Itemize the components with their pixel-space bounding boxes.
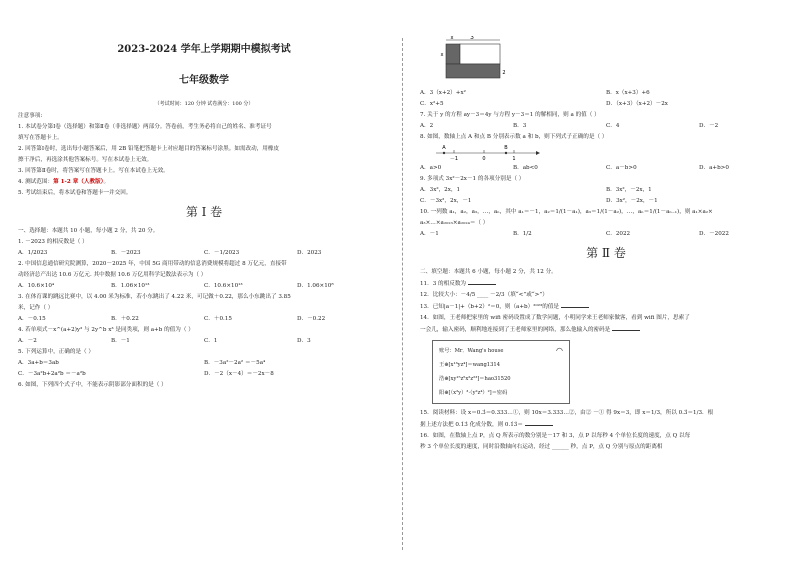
question-7: 7. 关于 y 的方程 ay－3＝4y 与方程 y－3＝1 的解相同，则 a 的值（ ） <box>420 112 600 118</box>
answer-blank[interactable] <box>561 301 589 308</box>
note-line: 1. 本试卷分第Ⅰ卷（选择题）和第Ⅱ卷（非选择题）两部分。答卷前，考生务必将自己的姓名、准考证号 <box>18 124 272 130</box>
option: A．－1 <box>420 231 439 237</box>
q2-options <box>18 281 390 292</box>
option: B．3x²，－2x，1 <box>606 187 652 193</box>
shaded-rect-top <box>460 44 500 64</box>
q8-options <box>420 163 792 174</box>
part1-instruction: 一、选择题：本题共 10 小题，每小题 2 分，共 20 分。 <box>18 228 159 234</box>
option: A．2 <box>420 123 434 129</box>
test-scope: 第 1-2 章（人教版） <box>53 179 104 185</box>
area-figure <box>438 36 508 88</box>
option: A．3a+b＝3ab <box>18 360 59 366</box>
exam-title: 2023-2024 学年上学期期中模拟考试 <box>117 44 291 55</box>
note-4-prefix: 4. 测试范围： <box>18 179 54 185</box>
note-4-suffix: 。 <box>103 179 110 185</box>
question-2: 2. 中国信息通信研究院测算，2020－2025 年，中国 5G 商用带动的信息消费规模将超过 8 万亿元，直接带 <box>18 261 287 267</box>
right-column <box>420 36 792 453</box>
question-14: 14．如图，王老师把家里的 wifi 密码设置成了数学问题，小明同学来王老师家做客，看到 wifi 图片，思索了 <box>420 315 690 321</box>
option: C．－3x²，2x，－1 <box>420 198 472 204</box>
wifi-clue-1: 王⊕[x¹³yz⁴]＝wang1314 <box>439 362 500 368</box>
option: B．1.06×10¹³ <box>111 283 150 289</box>
option: D．3x²，－2x，－1 <box>606 198 658 204</box>
note-line: 5. 考试结束后，将本试卷和答题卡一并交回。 <box>18 190 132 196</box>
note-line: 3. 回答第Ⅱ卷时，将答案写在答题卡上。写在本试卷上无效。 <box>18 168 169 174</box>
note-line-4 <box>18 177 390 188</box>
option: D．a+b>0 <box>699 165 729 171</box>
question-15: 15．阅读材料：设 x＝0.3̇＝0.333…①，则 10x＝3.333…②，由② －① 得 9x＝3，即 x＝1/3，所以 0.3̇＝1/3．根 <box>420 410 714 416</box>
option: B．x（x+3）+6 <box>606 90 650 96</box>
option: B．3 <box>513 123 527 129</box>
option: A．1/2023 <box>18 250 48 256</box>
option: A．3x²，2x，1 <box>420 187 461 193</box>
tick-1: 1 <box>512 156 516 162</box>
q9-options-row1 <box>420 185 792 196</box>
figure-label-2: 2 <box>502 70 506 76</box>
option: B．－3a²－2a² ＝－5a⁴ <box>204 360 266 366</box>
option: B．ab<0 <box>513 165 538 171</box>
option: D．2023 <box>297 250 322 256</box>
option: A．－0.15 <box>18 316 46 322</box>
option: C．2022 <box>606 231 631 237</box>
q5-options-row2 <box>18 369 390 380</box>
q7-options <box>420 121 792 132</box>
q5-options-row1 <box>18 358 390 369</box>
answer-blank[interactable] <box>525 419 553 426</box>
question-2-cont: 动经济总产出达 10.6 万亿元. 其中数据 10.6 万亿用科学记数法表示为（ ） <box>18 272 207 278</box>
option: B．＋0.22 <box>111 316 139 322</box>
figure-label-x-side: x <box>440 52 444 58</box>
question-13 <box>420 301 792 313</box>
q6-options-row2 <box>420 99 792 110</box>
part2-heading: 第 Ⅱ 卷 <box>586 246 626 260</box>
note-line: 填写在答题卡上。 <box>18 135 63 141</box>
answer-blank[interactable] <box>612 324 640 331</box>
question-12: 12．比较大小：－4/5 ____ －2/3（填“<”或“>”） <box>420 292 548 298</box>
question-11 <box>420 278 792 290</box>
number-line-figure <box>432 143 542 163</box>
wifi-account: 账号：Mr．Wang's house <box>439 348 504 354</box>
question-8: 8. 如图，数轴上点 A 和点 B 分别表示数 a 和 b，则下列式子正确的是（ ） <box>420 134 608 140</box>
shaded-square <box>446 44 460 64</box>
tick-neg1: －1 <box>449 156 459 162</box>
q13-text: 13．已知|a－1|+（b+2）²＝0，则（a+b）²⁰²³的值是 <box>420 304 559 310</box>
figure-label-3: 3 <box>470 36 474 41</box>
shaded-rect-bottom <box>446 64 500 78</box>
q9-options-row2 <box>420 196 792 207</box>
part1-heading: 第 Ⅰ 卷 <box>185 205 223 219</box>
wifi-clue-3: 阳⊕[（x²y）³·（y²z⁴）²]＝密码 <box>439 390 508 396</box>
question-6: 6. 如图，下列四个式子中，不能表示阴影部分面积的是（ ） <box>18 382 167 388</box>
q10-options <box>420 229 792 240</box>
option: D．1.06×10⁸ <box>297 283 334 289</box>
option: C．＋0.15 <box>204 316 232 322</box>
option: A．10.6×10⁴ <box>18 283 55 289</box>
option: D．－0.22 <box>297 316 326 322</box>
option: D．－2 <box>699 123 719 129</box>
option: D．－2022 <box>699 231 729 237</box>
question-3-cont: 米，记作（ ） <box>18 305 54 311</box>
question-16: 16．如图，在数轴上点 P，点 Q 所表示的数分别是－17 和 3，点 P 以每秒 4 个单位长度的速度，点 Q 以每 <box>420 433 691 439</box>
option: C．a－b>0 <box>606 165 637 171</box>
question-9: 9. 多项式 3x²－2x－1 的各项分别是（ ） <box>420 176 525 182</box>
answer-blank[interactable] <box>468 278 496 285</box>
q11-text: 11．3 的相反数为 <box>420 281 467 287</box>
question-5: 5. 下列运算中，正确的是（ ） <box>18 349 95 355</box>
exam-meta: （考试时间：120 分钟 试卷满分：100 分） <box>154 101 254 107</box>
q15-text: 据上述方法把 0.1̇3̇ 化成分数，则 0.1̇3̇＝ <box>420 422 523 428</box>
question-15-cont <box>420 419 792 431</box>
left-column <box>18 40 390 391</box>
option: A．a>0 <box>420 165 442 171</box>
option: D．－2（x－4）＝－2x－8 <box>204 371 274 377</box>
column-divider <box>402 38 403 550</box>
question-1: 1. －2023 的相反数是（ ） <box>18 239 88 245</box>
note-line: 2. 回答第Ⅰ卷时，选出每小题答案后，用 2B 铅笔把答题卡上对应题目的答案标号涂黑。如需改动，用橡皮 <box>18 146 280 152</box>
question-3: 3. 在体育课的跳远比赛中，以 4.00 米为标准，若小东跳出了 4.22 米，可记做＋0.22，那么小东跳出了 3.85 <box>18 294 291 300</box>
option: D．（x+3）（x+2）－2x <box>606 101 668 107</box>
question-14-cont <box>420 324 792 336</box>
option: C．x²+5 <box>420 101 444 107</box>
q1-options <box>18 248 390 259</box>
note-line: 擦干净后，再选涂其他答案标号。写在本试卷上无效。 <box>18 157 153 163</box>
point-a-label: A <box>442 145 446 151</box>
point-b-label: B <box>504 145 508 151</box>
exam-subtitle: 七年级数学 <box>179 75 229 86</box>
option: C．4 <box>606 123 620 129</box>
option: C．1 <box>204 338 218 344</box>
wifi-icon: ◠ <box>556 346 563 355</box>
option: C．－3a²b+2a²b ＝－a²b <box>18 371 86 377</box>
tick-0: 0 <box>482 156 486 162</box>
option: A．－2 <box>18 338 37 344</box>
option: C．－1/2023 <box>204 250 240 256</box>
q3-options <box>18 314 390 325</box>
option: A．3（x+2）+x² <box>420 90 466 96</box>
option: D．3 <box>297 338 311 344</box>
question-10-cont: a₃×…×a₂₀₂₃×a₂₀₂₄＝（ ） <box>420 220 489 226</box>
question-4: 4. 若单项式－x^(a+2)y³ 与 2y^b x³ 是同类项，则 a+b 的值为（ ） <box>18 327 194 333</box>
option: B．－2023 <box>111 250 141 256</box>
q14-text: 一会儿，输入密码，顺利地连接到了王老师家里的网络，那么他输入的密码是 <box>420 327 611 333</box>
wifi-clue-2: 浩⊕[xy¹⁵z⁵x²z²³]＝hao31520 <box>439 376 511 382</box>
question-16-cont: 秒 3 个单位长度的速度，同时沿数轴向右运动，经过 ______ 秒，点 P，点 Q 分别与原点的距离相 <box>420 444 663 450</box>
q6-options-row1 <box>420 88 792 99</box>
question-10: 10. 一列数 a₁，a₂，a₃，…，aₙ，其中 a₁＝－1，a₂＝1/(1－a₁)，a₃＝1/(1－a₂)，…，aₙ＝1/(1－aₙ₋₁)，则 a₁×a₂× <box>420 209 713 215</box>
part2-instruction: 二、填空题：本题共 6 小题，每小题 2 分，共 12 分。 <box>420 269 557 275</box>
option: B．－1 <box>111 338 130 344</box>
wifi-password-card <box>432 340 570 404</box>
option: C．10.6×10¹³ <box>204 283 243 289</box>
q4-options <box>18 336 390 347</box>
figure-label-x-top: x <box>450 36 454 41</box>
option: B．1/2 <box>513 231 532 237</box>
notes-heading: 注意事项: <box>18 113 43 119</box>
